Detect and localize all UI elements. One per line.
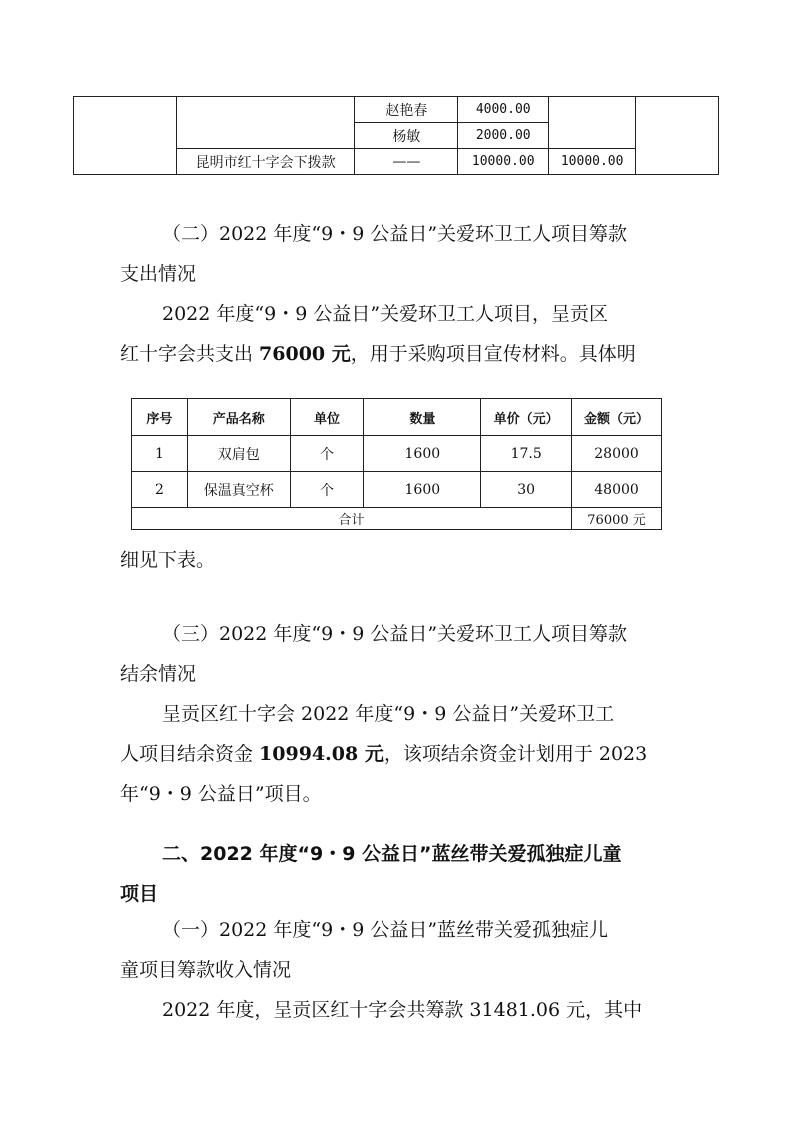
table-cell xyxy=(176,97,355,149)
part-2-body xyxy=(120,990,690,1030)
body-line: 呈贡区红十字会 2022 年度“9・9 公益日”关爱环卫工 xyxy=(162,703,615,725)
donor-name-cell: 赵艳春 xyxy=(355,97,458,123)
table-row xyxy=(132,472,662,508)
heading-line: 童项目筹款收入情况 xyxy=(120,959,292,981)
subtotal-cell: 10000.00 xyxy=(549,149,636,175)
text: 红十字会共支出 xyxy=(120,343,260,365)
header-cell: 数量 xyxy=(364,399,481,436)
balance-amount: 10994.08 元 xyxy=(259,743,384,765)
total-label: 合计 xyxy=(132,508,572,530)
header-cell: 序号 xyxy=(132,399,188,436)
table-total-row xyxy=(132,508,662,530)
section-3-body xyxy=(120,694,690,814)
header-cell: 单位 xyxy=(290,399,364,436)
body-line: 2022 年度“9・9 公益日”关爱环卫工人项目，呈贡区 xyxy=(162,303,609,325)
body-line xyxy=(120,734,690,774)
amount-cell: 10000.00 xyxy=(458,149,549,175)
donation-income-table xyxy=(73,96,719,175)
section-2-body xyxy=(120,294,690,374)
header-cell: 产品名称 xyxy=(187,399,290,436)
section-2-heading xyxy=(120,214,690,294)
table-cell: 17.5 xyxy=(481,436,572,472)
table-cell: 1 xyxy=(132,436,188,472)
table-cell: 双肩包 xyxy=(187,436,290,472)
amount-cell: 4000.00 xyxy=(458,97,549,123)
heading-line: 项目 xyxy=(120,883,159,905)
body-line: 2022 年度，呈贡区红十字会共筹款 31481.06 元，其中 xyxy=(162,999,643,1021)
donor-name-cell: —— xyxy=(355,149,458,175)
body-line: 细见下表。 xyxy=(120,549,216,571)
source-cell: 昆明市红十字会下拨款 xyxy=(176,149,355,175)
table-cell xyxy=(74,97,177,175)
heading-line: 二、2022 年度“9・9 公益日”蓝丝带关爱孤独症儿童 xyxy=(162,843,622,865)
total-value: 76000 元 xyxy=(572,508,662,530)
expense-amount: 76000 元 xyxy=(259,343,351,365)
table-header-row xyxy=(132,399,662,436)
body-line: 年“9・9 公益日”项目。 xyxy=(120,783,322,805)
table-cell: 48000 xyxy=(572,472,662,508)
heading-line: （三）2022 年度“9・9 公益日”关爱环卫工人项目筹款 xyxy=(162,623,628,645)
text: 人项目结余资金 xyxy=(120,743,260,765)
table-cell: 个 xyxy=(290,472,364,508)
amount-cell: 2000.00 xyxy=(458,123,549,149)
part-2-heading xyxy=(120,834,690,914)
table-cell xyxy=(636,97,719,175)
table-cell: 1600 xyxy=(364,472,481,508)
table-cell: 保温真空杯 xyxy=(187,472,290,508)
section-3-heading xyxy=(120,614,690,694)
donor-name-cell: 杨敏 xyxy=(355,123,458,149)
table-cell: 30 xyxy=(481,472,572,508)
table-cell: 1600 xyxy=(364,436,481,472)
header-cell: 金额（元） xyxy=(572,399,662,436)
section-2-body-continued xyxy=(120,540,690,580)
table-cell: 28000 xyxy=(572,436,662,472)
table-cell: 个 xyxy=(290,436,364,472)
heading-line: （一）2022 年度“9・9 公益日”蓝丝带关爱孤独症儿 xyxy=(162,919,609,941)
part-2-subheading xyxy=(120,910,690,990)
heading-line: 结余情况 xyxy=(120,663,197,685)
table-row xyxy=(74,97,719,123)
header-cell: 单价（元） xyxy=(481,399,572,436)
text: ，用于采购项目宣传材料。具体明 xyxy=(350,343,636,365)
text: ，该项结余资金计划用于 2023 xyxy=(383,743,648,765)
table-cell xyxy=(549,97,636,149)
heading-line: （二）2022 年度“9・9 公益日”关爱环卫工人项目筹款 xyxy=(162,223,628,245)
heading-line: 支出情况 xyxy=(120,263,197,285)
product-expense-table xyxy=(131,398,662,530)
table-row xyxy=(132,436,662,472)
table-cell: 2 xyxy=(132,472,188,508)
body-line xyxy=(120,334,690,374)
